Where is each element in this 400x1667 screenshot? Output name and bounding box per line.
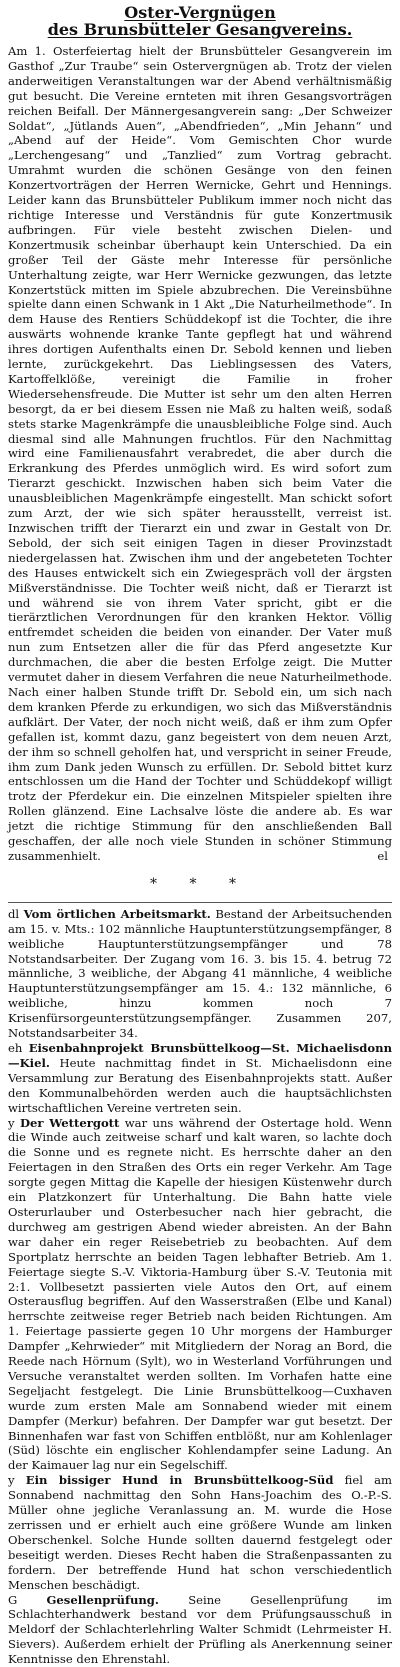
item-marker: dl	[8, 906, 20, 921]
news-item-eisenbahnprojekt	[8, 1041, 392, 1116]
article-signature: el	[377, 848, 388, 863]
item-marker: G	[8, 1592, 18, 1607]
item-title: Gesellenprüfung.	[46, 1592, 159, 1607]
news-items	[8, 907, 392, 1667]
item-title: Ein bissiger Hund in Brunsbüttelkoog-Süd	[25, 1473, 334, 1488]
main-article-text: Am 1. Osterfeiertag hielt der Brunsbütteler Gesangverein im Gasthof „Zur Traube“ sein Ostervergnügen ab. Trotz der vielen anderweitigen Veranstaltungen war der Abend verhältnismäßig gut besucht. Die Vereine ernteten mit ihren Gesangsvorträgen reichen Beifall. Der Männergesangverein sang: „Der Schweizer Soldat“, „Jütlands Auen“, „Abendfrieden“, „Min Jehann“ und „Abend auf der Heide“. Vom Gemischten Chor wurde „Lerchengesang“ und „Tanzlied“ zum Vortrag gebracht. Umrahmt wurden die schönen Gesänge von den feinen Konzertvorträgen der Herren Wernicke, Gehrt und Hennings. Leider kann das Brunsbütteler Publikum immer noch nicht das richtige Interesse und Verständnis für gute Konzertmusik aufbringen. Für viele besteht zwischen Dielen- und Konzertmusik scheinbar überhaupt kein Unterschied. Da ein großer Teil der Gäste mehr Interesse für persönliche Unterhaltung zeigte, war Herr Wernicke gezwungen, das letzte Konzertstück mitten im Spiele abzubrechen. Die Vereinsbühne spielte dann einen Schwank in 1 Akt „Die Naturheilmethode“. In dem Hause des Rentiers Schüddekopf ist die Tochter, die ihre auswärts wohnende kranke Tante gepflegt hat und während ihres dortigen Aufenthalts einen Dr. Sebold kennen und lieben lernte, zurückgekehrt. Das Lieblingsessen des Vaters, Kartoffelklöße, vereinigt die Familie in froher Wiedersehensfreude. Die Mutter ist sehr um den alten Herren besorgt, da er bei diesem Essen nie Maß zu halten weiß, sodaß stets starke Magenkrämpfe die unausbleibliche Folge sind. Auch diesmal sind alle Mahnungen fruchtlos. Für den Nachmittag wird eine Familienausfahrt verabredet, die aber durch die Erkrankung des Pferdes unmöglich wird. Es wird sofort zum Tierarzt geschickt. Inzwischen haben sich beim Vater die unausbleiblichen Magenkrämpfe eingestellt. Man schickt sofort zum Arzt, der wie sich später herausstellt, verreist ist. Inzwischen trifft der Tierarzt ein und zwar in Gestalt von Dr. Sebold, der sich seit einigen Tagen in dieser Provinzstadt niedergelassen hat. Zwischen ihm und der angebeteten Tochter des Hauses entwickelt sich ein Zwiegespräch voll der ärgsten Mißverständnisse. Die Tochter weiß nicht, daß er Tierarzt ist und während sie von ihrem Vater spricht, gibt er die tierärztlichen Verordnungen für den kranken Hektor. Völlig entfremdet scheiden die beiden von einander. Der Vater muß nun zum Entsetzen aller die für das Pferd angesetzte Kur durchmachen, die aber die besten Erfolge zeigt. Die Mutter vermutet daher in diesem Verfahren die neue Naturheilmethode. Nach einer halben Stunde trifft Dr. Sebold ein, um sich nach dem kranken Pferde zu erkundigen, wo sich das Mißverständnis aufklärt. Der Vater, der noch nicht weiß, daß er ihm zum Opfer gefallen ist, kommt dazu, ganz begeistert von dem neuen Arzt, der ihm so schnell geholfen hat, und verspricht in seiner Freude, ihm zum Dank jeden Wunsch zu erfüllen. Dr. Sebold bittet kurz entschlossen um die Hand der Tochter und Schüddekopf willigt trotz der Pferdekur ein. Die einzelnen Mitspieler spielten ihre Rollen glänzend. Eine Lachsalve löste die andere ab. Es war jetzt die richtige Stimmung für den anschließenden Ball geschaffen, der alle noch viele Stunden in schöner Stimmung zusammenhielt.	[8, 44, 392, 863]
item-text: Heute nachmittag findet in St. Michaelisdonn eine Versammlung zur Beratung des Eisenbahnprojekts statt. Außer den Kommunalbehörden werden auch die hauptsächlichsten wirtschaftlichen Vereine vertreten sein.	[8, 1055, 392, 1115]
item-title: Eisenbahnprojekt Brunsbüttelkoog—St. Michaelisdonn—Kiel.	[8, 1041, 392, 1070]
news-item-arbeitsmarkt	[8, 907, 392, 1041]
item-marker: y	[8, 1115, 15, 1130]
news-item-gesellenpruefung	[8, 1593, 392, 1667]
item-text: fiel am Sonnabend nachmittag den Sohn Hans-Joachim des O.-P.-S. Müller ohne jegliche Veranlassung an. M. wurde die Hose zerrissen und er erhielt auch eine größere Wunde am linken Oberschenkel. Solche Hunde sollten dauernd festgelegt oder beseitigt werden. Dieses Recht haben die Straßenpassanten zu fordern. Der betreffende Hund hat schon verschiedentlich Menschen beschädigt.	[8, 1473, 392, 1592]
headline-line-1: Oster-Vergnügen	[124, 3, 276, 22]
headline	[8, 4, 392, 38]
headline-line-2: des Brunsbütteler Gesangvereins.	[47, 20, 353, 39]
item-marker: y	[8, 1473, 15, 1488]
item-title: Vom örtlichen Arbeitsmarkt.	[23, 906, 211, 921]
news-item-wettergott	[8, 1116, 392, 1474]
newspaper-page	[8, 4, 392, 1667]
section-separator: * * *	[150, 875, 250, 892]
divider-rule	[8, 902, 392, 903]
news-item-bissiger-hund	[8, 1473, 392, 1592]
item-text: war uns während der Ostertage hold. Wenn die Winde auch zeitweise scharf und kalt waren, so lachte doch die Sonne und es regnete nicht. Es herrschte daher an den Feiertagen in den Straßen des Orts ein reger Verkehr. Am Tage sorgte gegen Mittag die Kapelle der hiesigen Küstenwehr durch ein Platzkonzert für Unterhaltung. Die Bahn hatte viele Osterurlauber und Osterbesucher nach hier gebracht, die durchweg am gestrigen Abend wieder abreisten. An der Bahn war daher ein reger Reisebetrieb zu beobachten. Auf dem Sportplatz herrschte an beiden Tagen lebhafter Betrieb. Am 1. Feiertage siegte S.-V. Viktoria-Hamburg über S.-V. Teutonia mit 2:1. Vollbesetzt passierten viele Autos den Ort, auf einem Osterausflug begriffen. Auf den Wasserstraßen (Elbe und Kanal) herrschte zeitweise reger Betrieb nach beiden Richtungen. Am 1. Feiertage passierte gegen 10 Uhr morgens der Hamburger Dampfer „Kehrwieder“ mit Mitgliedern der Norag an Bord, die Reede nach Hörnum (Sylt), wo in Westerland Vorführungen und Versuche veranstaltet werden sollten. Im Vorhafen hatte eine Segeljacht festgelegt. Die Linie Brunsbüttelkoog—Cuxhaven wurde zum ersten Male am Sonnabend wieder mit einem Dampfer (Merkur) befahren. Der Dampfer war gut besetzt. Der Binnenhafen war fast von Schiffen entblößt, nur am Kohlenlager (Süd) löschte ein englischer Kohlendampfer seine Ladung. An der Kaimauer lag nur ein Segelschiff.	[8, 1115, 392, 1473]
item-marker: eh	[8, 1041, 23, 1056]
item-text: Seine Gesellenprüfung im Schlachterhandwerk bestand vor dem Prüfungsausschuß in Meldorf der Schlachterlehrling Walter Schmidt (Lehrmeister H. Sievers). Außerdem erhielt der Prüfling als Anerkennung seiner Kenntnisse den Ehrenstahl.	[8, 1592, 392, 1667]
item-text: Bestand der Arbeitsuchenden am 15. v. Mts.: 102 männliche Hauptunterstützungsempfänger, 8 weibliche Hauptunterstützungsempfänger und 78 Notstandsarbeiter. Der Zugang vom 16. 3. bis 15. 4. betrug 72 männliche, 3 weibliche, der Abgang 41 männliche, 4 weibliche Hauptunterstützungsempfänger am 15. 4.: 132 männliche, 6 weibliche, hinzu kommen noch 7 Krisenfürsorgeunterstützungsempfänger. Zusammen 207, Notstandsarbeiter 34.	[8, 906, 392, 1041]
item-title: Der Wettergott	[19, 1115, 120, 1130]
